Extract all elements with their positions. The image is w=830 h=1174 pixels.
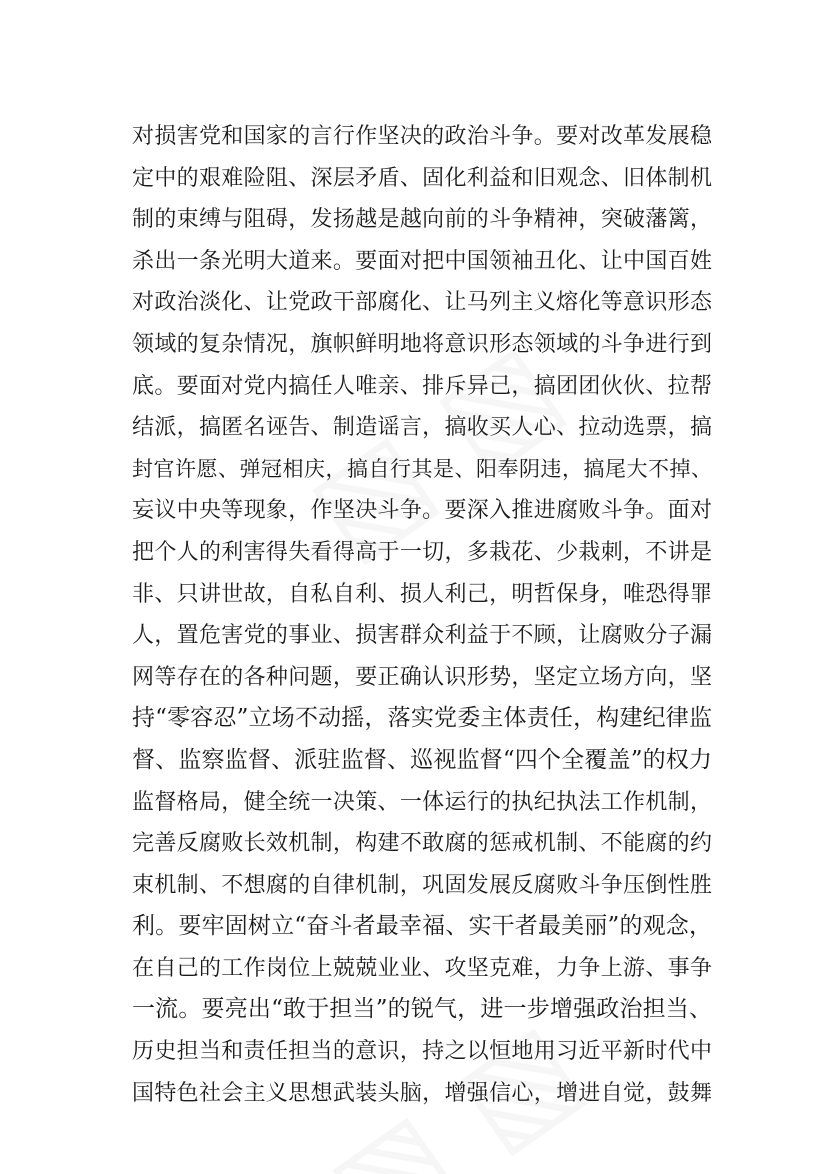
text-line: 历史担当和责任担当的意识，持之以恒地用习近平新时代中 bbox=[132, 1039, 712, 1065]
text-line: 人，置危害党的事业、损害群众利益于不顾，让腐败分子漏 bbox=[132, 623, 712, 649]
text-line: 定中的艰难险阻、深层矛盾、固化利益和旧观念、旧体制机 bbox=[132, 165, 712, 191]
text-line: 监督格局，健全统一决策、一体运行的执纪执法工作机制， bbox=[132, 789, 712, 815]
text-line: 底。要面对党内搞任人唯亲、排斥异己，搞团团伙伙、拉帮 bbox=[132, 373, 712, 399]
text-line: 封官许愿、弹冠相庆，搞自行其是、阳奉阴违，搞尾大不掉、 bbox=[132, 456, 712, 481]
text-line: 持“零容忍”立场不动摇，落实党委主体责任，构建纪律监 bbox=[132, 705, 712, 732]
text-line: 杀出一条光明大道来。要面对把中国领袖丑化、让中国百姓 bbox=[132, 248, 712, 274]
text-line: 妄议中央等现象，作坚决斗争。要深入推进腐败斗争。面对 bbox=[132, 498, 712, 524]
text-line: 利。要牢固树立“奋斗者最幸福、实干者最美丽”的观念， bbox=[132, 913, 712, 940]
text-line: 对损害党和国家的言行作坚决的政治斗争。要对改革发展稳 bbox=[132, 124, 712, 149]
text-line: 在自己的工作岗位上兢兢业业、攻坚克难，力争上游、事争 bbox=[132, 955, 712, 981]
text-line: 非、只讲世故，自私自利、损人利己，明哲保身，唯恐得罪 bbox=[132, 581, 712, 607]
text-line: 一流。要亮出“敢于担当”的锐气，进一步增强政治担当、 bbox=[132, 996, 712, 1023]
text-line: 领域的复杂情况，旗帜鲜明地将意识形态领域的斗争进行到 bbox=[132, 331, 712, 357]
text-line: 束机制、不想腐的自律机制，巩固发展反腐败斗争压倒性胜 bbox=[132, 872, 712, 898]
text-line: 对政治淡化、让党政干部腐化、让马列主义熔化等意识形态 bbox=[132, 290, 712, 316]
text-line: 制的束缚与阻碍，发扬越是越向前的斗争精神，突破藩篱， bbox=[132, 207, 712, 233]
text-line: 结派，搞匿名诬告、制造谣言，搞收买人心、拉动选票，搞 bbox=[132, 415, 712, 441]
text-line: 督、监察监督、派驻监督、巡视监督“四个全覆盖”的权力 bbox=[132, 746, 712, 773]
text-line: 网等存在的各种问题，要正确认识形势，坚定立场方向，坚 bbox=[132, 664, 712, 690]
document-body bbox=[132, 116, 712, 1114]
text-line: 把个人的利害得失看得高于一切，多栽花、少栽刺，不讲是 bbox=[132, 539, 712, 565]
text-line: 国特色社会主义思想武装头脑，增强信心，增进自觉，鼓舞 bbox=[132, 1080, 712, 1106]
text-line: 完善反腐败长效机制，构建不敢腐的惩戒机制、不能腐的约 bbox=[132, 831, 712, 857]
